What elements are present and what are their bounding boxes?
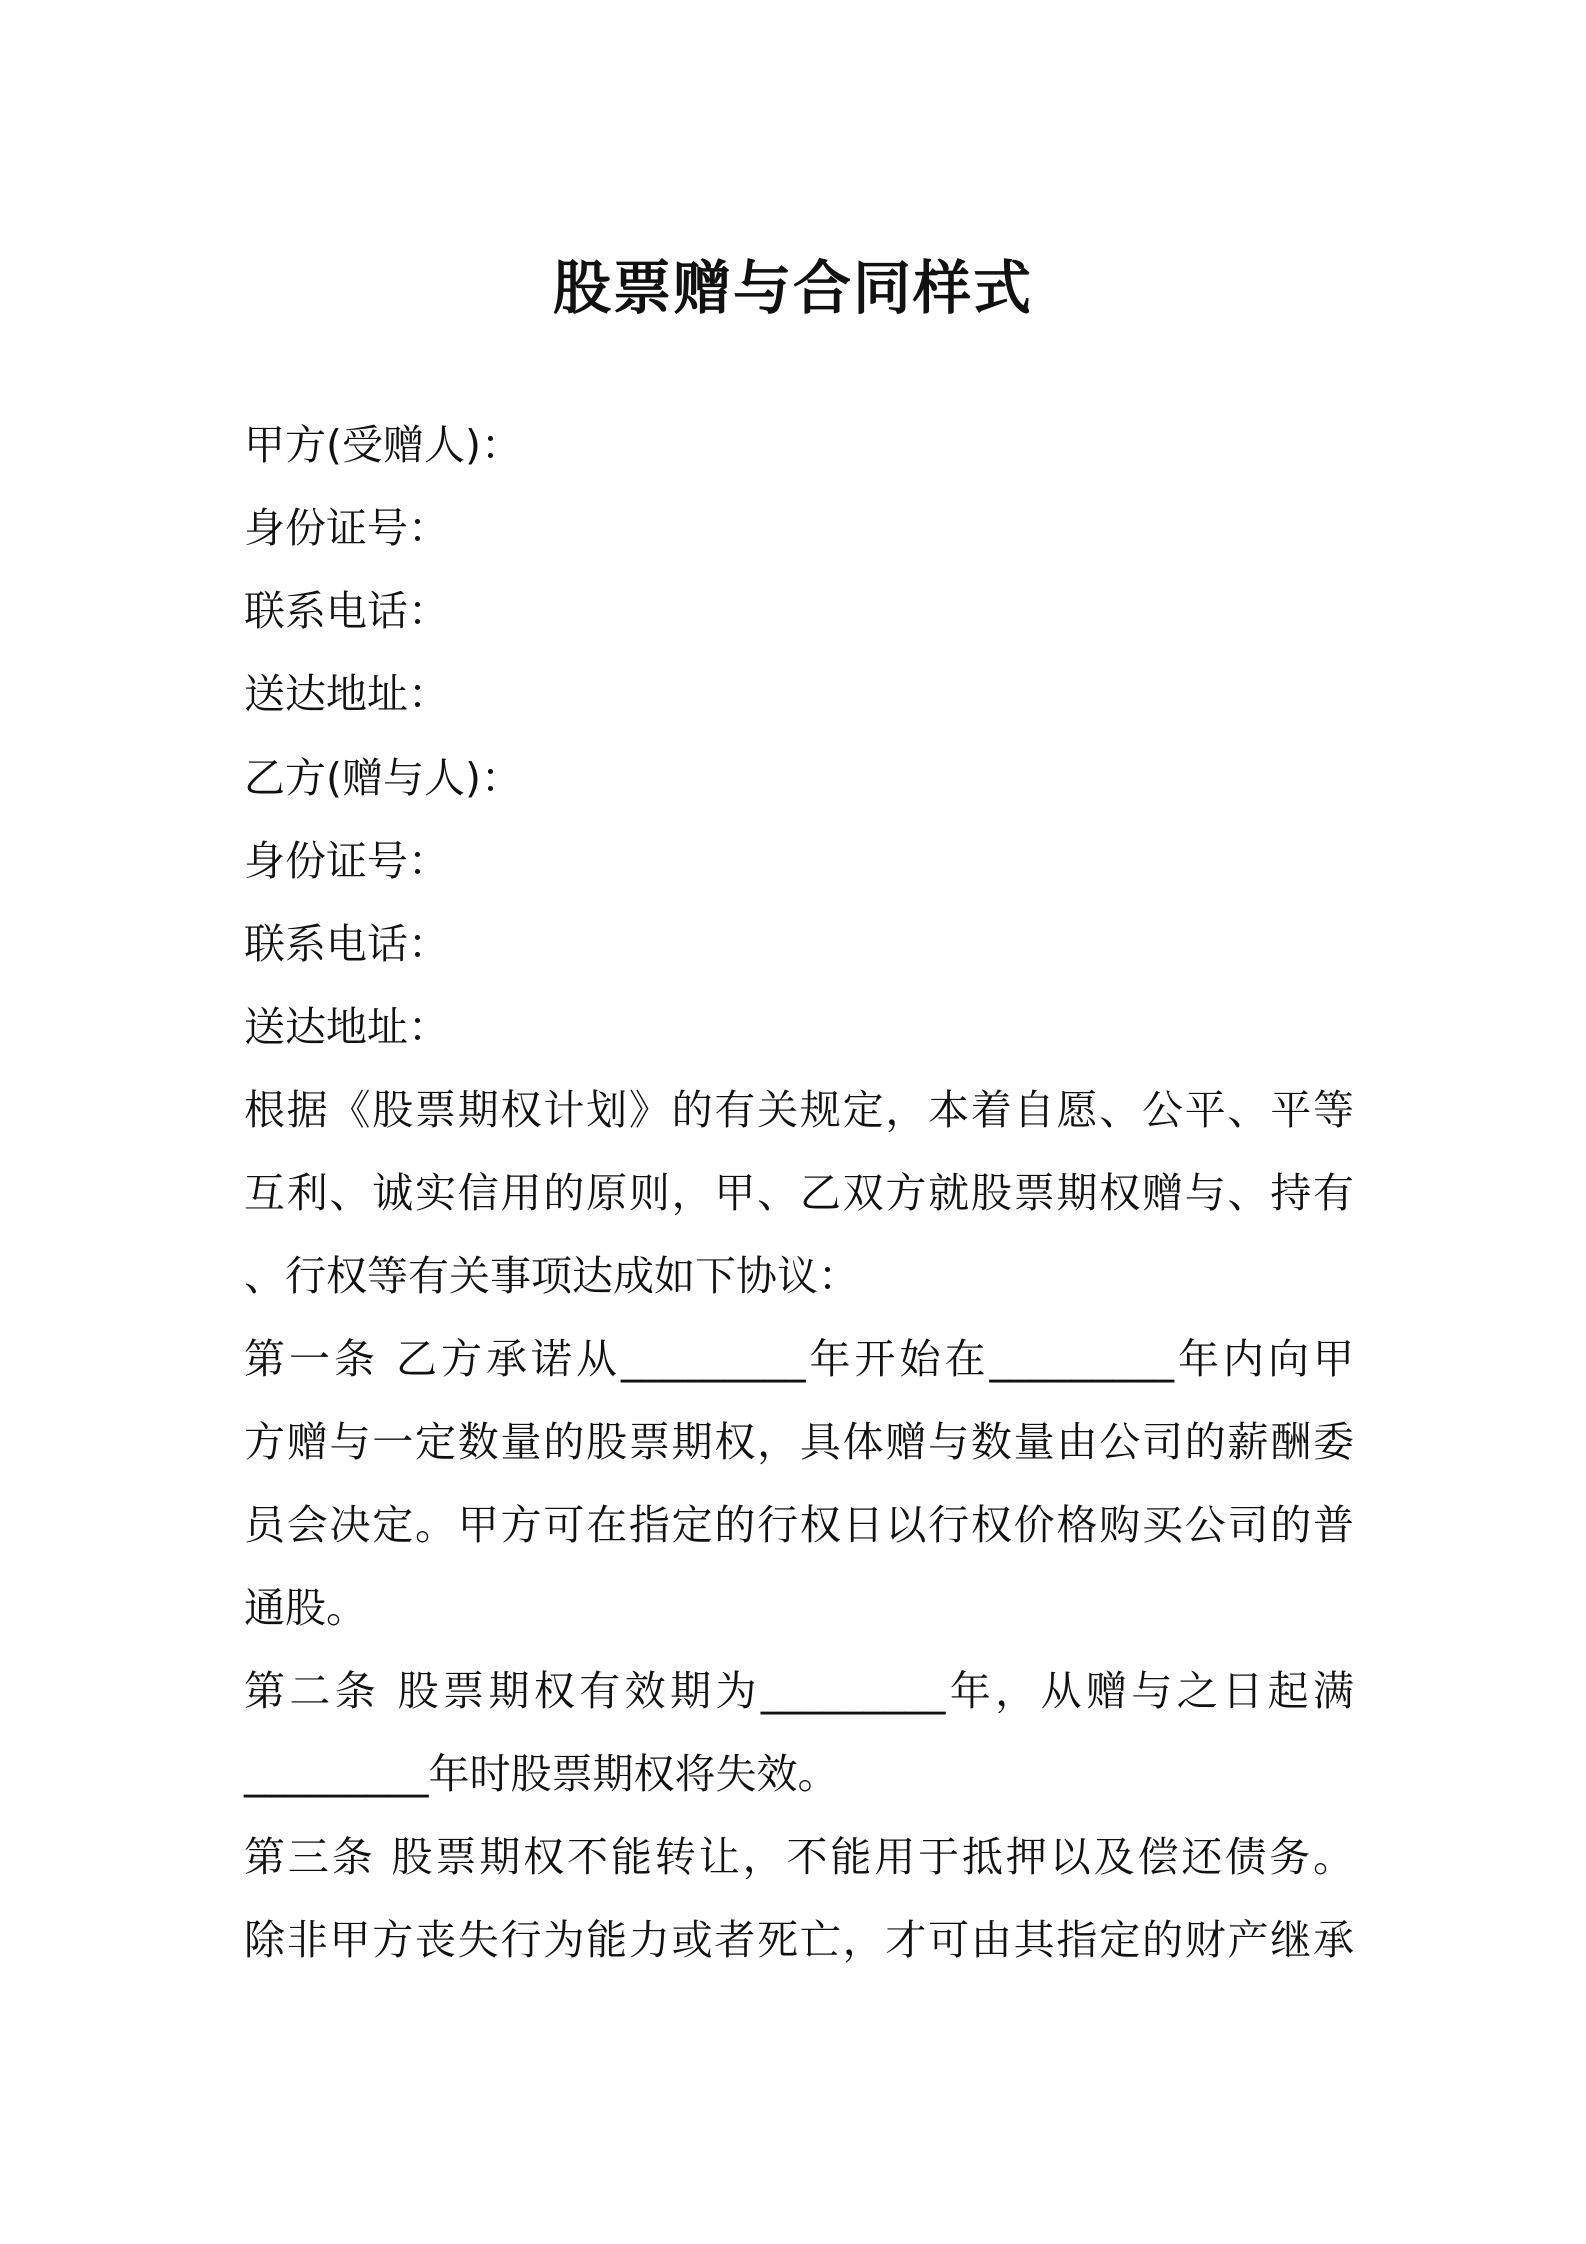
article-3-line-2: 除非甲方丧失行为能力或者死亡，才可由其指定的财产继承 — [244, 1916, 1354, 1964]
party-b-address-line: 送达地址： — [244, 1003, 449, 1051]
page-title: 股票赠与合同样式 — [552, 254, 1033, 322]
party-b-line: 乙方(赠与人)： — [244, 754, 522, 802]
preamble-line-3: 、行权等有关事项达成如下协议： — [244, 1252, 859, 1300]
party-b-id-line: 身份证号： — [244, 837, 449, 885]
article-3-line-1: 第三条 股票期权不能转让，不能用于抵押以及偿还债务。 — [244, 1833, 1354, 1881]
party-a-phone-line: 联系电话： — [244, 587, 449, 635]
preamble-line-2: 互利、诚实信用的原则，甲、乙双方就股票期权赠与、持有 — [244, 1169, 1354, 1217]
party-a-line: 甲方(受赠人)： — [244, 421, 522, 469]
article-2-line-2: _________年时股票期权将失效。 — [244, 1750, 839, 1798]
party-a-id-line: 身份证号： — [244, 504, 449, 552]
article-1-line-3: 员会决定。甲方可在指定的行权日以行权价格购买公司的普 — [244, 1501, 1354, 1549]
article-1-line-1: 第一条 乙方承诺从_________年开始在_________年内向甲 — [244, 1335, 1354, 1383]
article-1-line-2: 方赠与一定数量的股票期权，具体赠与数量由公司的薪酬委 — [244, 1418, 1354, 1466]
preamble-line-1: 根据《股票期权计划》的有关规定，本着自愿、公平、平等 — [244, 1086, 1354, 1134]
party-a-address-line: 送达地址： — [244, 670, 449, 718]
article-2-line-1: 第二条 股票期权有效期为_________年，从赠与之日起满 — [244, 1667, 1354, 1715]
party-b-phone-line: 联系电话： — [244, 920, 449, 968]
article-1-line-4: 通股。 — [244, 1584, 367, 1632]
